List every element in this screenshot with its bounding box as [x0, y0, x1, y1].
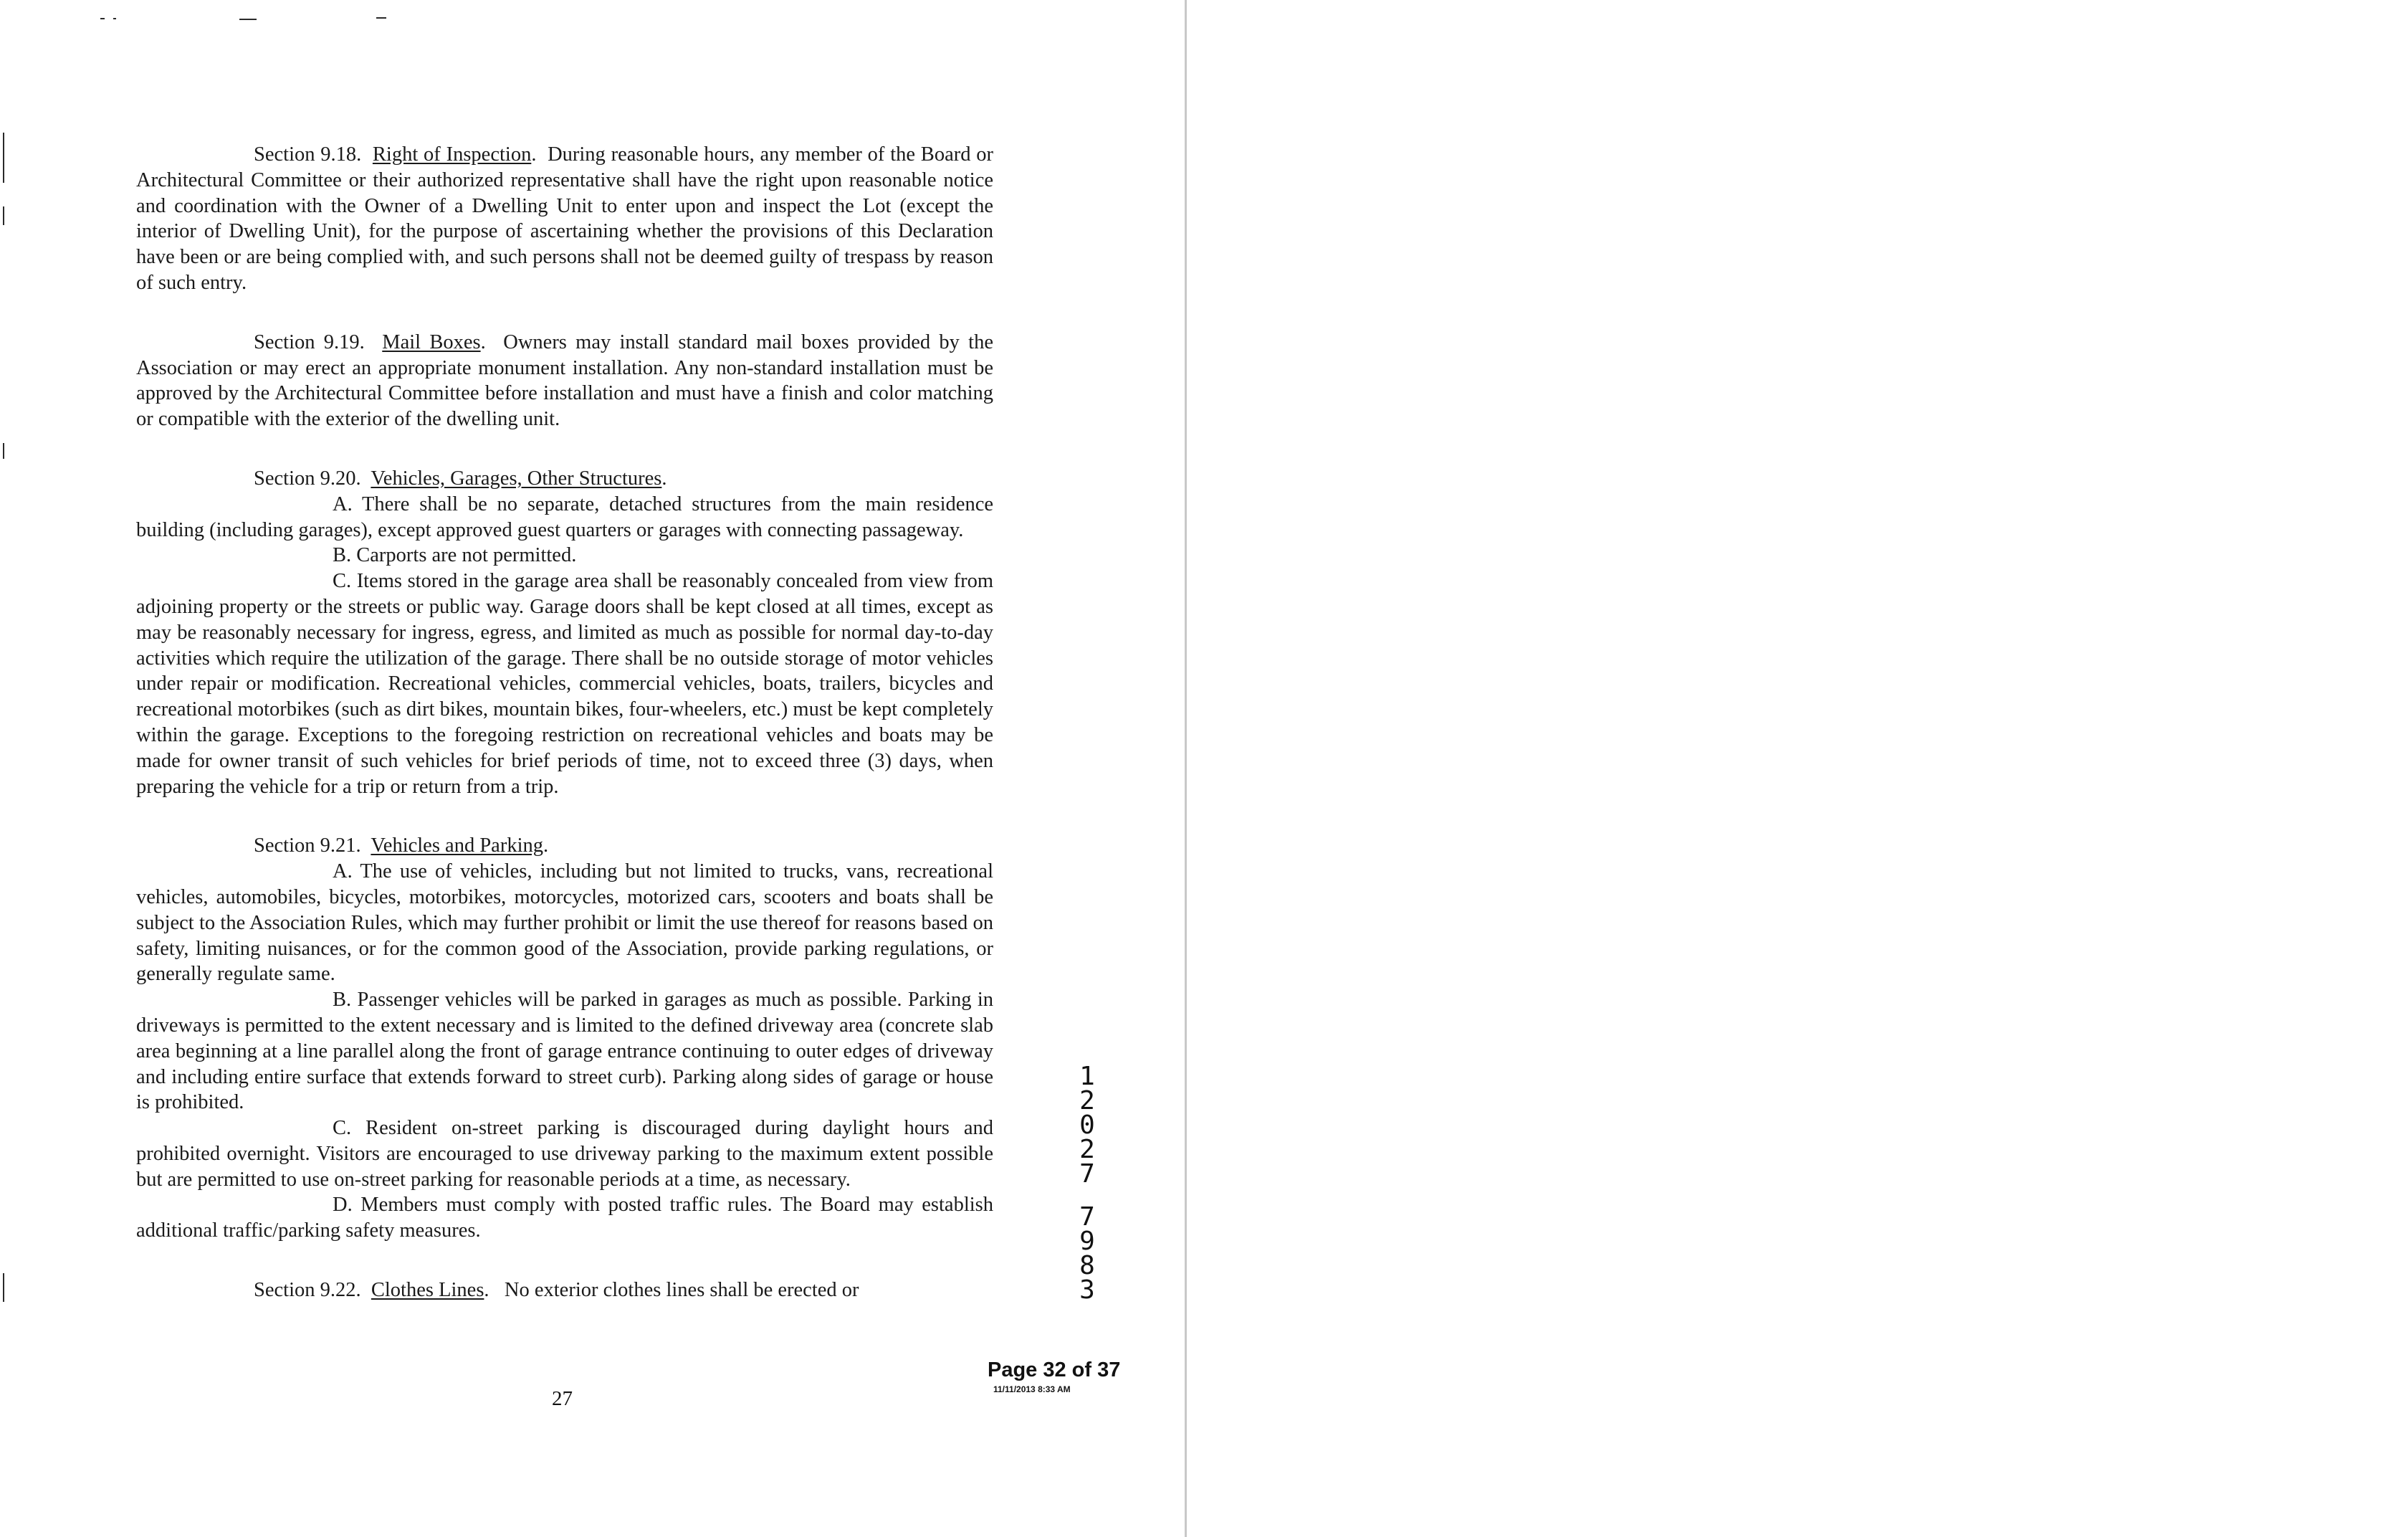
- page-number: 27: [552, 1387, 573, 1410]
- section-item: A. There shall be no separate, detached structures from the main residence building (including garages), except approved guest quarters or garages with connecting passageway.: [136, 492, 993, 541]
- section-9-20: Section 9.20. Vehicles, Garages, Other Structures.: [254, 467, 667, 490]
- section-9-21: Section 9.21. Vehicles and Parking.: [254, 834, 549, 857]
- section-item: B. Carports are not permitted.: [333, 544, 577, 567]
- scan-mark: [113, 18, 116, 19]
- page-stamp: 11/11/2013 8:33 AM: [993, 1384, 1071, 1394]
- section-text: No exterior clothes lines shall be erected or: [504, 1279, 859, 1302]
- recording-digit: 0: [1079, 1110, 1095, 1140]
- section-text: Owners may install standard mail boxes provided by the Association or may erect an appropriate monument installation. Any non-standard installation must be approved by the Architectural Committee before installation and must have a finish and color matching or compatible with the exterior of the dwelling unit.: [136, 330, 994, 431]
- margin-mark: [3, 206, 4, 225]
- section-number: Section 9.21.: [254, 834, 361, 857]
- section-number: Section 9.22.: [254, 1279, 361, 1302]
- recording-digit: 7: [1079, 1202, 1095, 1232]
- section-title: Clothes Lines: [371, 1279, 484, 1302]
- section-title: Vehicles and Parking: [371, 834, 543, 857]
- recording-digit: 1: [1079, 1062, 1095, 1091]
- document-page: [0, 0, 1185, 1537]
- section-number: Section 9.18.: [254, 143, 362, 166]
- section-title: Right of Inspection: [372, 143, 532, 166]
- margin-mark: [3, 133, 4, 183]
- section-item: D. Members must comply with posted traffic rules. The Board may establish additional traffic/parking safety measures.: [136, 1194, 993, 1242]
- recording-digit: 2: [1079, 1135, 1095, 1164]
- document-body: [136, 142, 993, 1303]
- recording-digit: 3: [1079, 1275, 1095, 1305]
- section-title: Mail Boxes: [382, 330, 481, 353]
- recording-number: [1073, 1062, 1102, 1305]
- section-9-18: Section 9.18. Right of Inspection. During reasonable hours, any member of the Board or Architectural Committee or their authorized representative shall have the right upon reasonable notice and coordination with the Owner of a Dwelling Unit to enter upon and inspect the Lot (except the interior of Dwelling Unit), for the purpose of ascertaining whether the provisions of this Declaration have been or are being complied with, and such persons shall not be deemed guilty of trespass by reason of such entry.: [136, 143, 994, 294]
- page-count: Page 32 of 37: [988, 1358, 1121, 1381]
- section-9-19: Section 9.19. Mail Boxes. Owners may install standard mail boxes provided by the Association or may erect an appropriate monument installation. Any non-standard installation must be approved by the Architectural Committee before installation and must have a finish and color matching or compatible with the exterior of the dwelling unit.: [136, 330, 994, 431]
- scan-mark: [100, 18, 105, 19]
- margin-mark: [3, 1273, 4, 1302]
- section-title: Vehicles, Garages, Other Structures: [371, 467, 662, 490]
- section-9-22: Section 9.22. Clothes Lines. No exterior clothes lines shall be erected or: [254, 1279, 859, 1302]
- section-item: B. Passenger vehicles will be parked in garages as much as possible. Parking in driveways is permitted to the extent necessary and is limited to the defined driveway area (concrete slab area beginning at a line parallel along the front of garage entrance continuing to outer edges of driveway and including entire surface that extends forward to street curb). Parking along sides of garage or house is prohibited.: [136, 989, 993, 1114]
- margin-mark: [3, 443, 4, 459]
- section-number: Section 9.20.: [254, 467, 361, 490]
- section-number: Section 9.19.: [254, 330, 365, 353]
- section-item: A. The use of vehicles, including but not limited to trucks, vans, recreational vehicles, automobiles, bicycles, motorbikes, motorcycles, motorized cars, scooters and boats shall be subject to the Association Rules, which may further prohibit or limit the use thereof for reasons based on safety, limiting nuisances, or for the common good of the Association, provide parking regulations, or generally regulate same.: [136, 860, 993, 986]
- blank-area: [1187, 0, 2408, 1537]
- recording-digit: 2: [1079, 1086, 1095, 1115]
- section-item: C. Resident on-street parking is discouraged during daylight hours and prohibited overnight. Visitors are encouraged to use driveway parking to the maximum extent possible but are permitted to use on-street parking for reasonable periods at a time, as necessary.: [136, 1117, 993, 1191]
- scan-mark: [376, 17, 386, 19]
- recording-digit: 7: [1079, 1159, 1095, 1189]
- scan-mark: [239, 19, 257, 20]
- recording-digit: 8: [1079, 1251, 1095, 1280]
- recording-digit: 9: [1079, 1227, 1095, 1256]
- section-text: During reasonable hours, any member of the Board or Architectural Committee or their authorized representative shall have the right upon reasonable notice and coordination with the Owner of a Dwelling Unit to enter upon and inspect the Lot (except the interior of Dwelling Unit), for the purpose of ascertaining whether the provisions of this Declaration have been or are being complied with, and such persons shall not be deemed guilty of trespass by reason of such entry.: [136, 143, 994, 294]
- section-item: C. Items stored in the garage area shall be reasonably concealed from view from adjoining property or the streets or public way. Garage doors shall be kept closed at all times, except as may be reasonably necessary for ingress, egress, and limited as much as possible for normal day-to-day activities which require the utilization of the garage. There shall be no outside storage of motor vehicles under repair or modification. Recreational vehicles, commercial vehicles, boats, trailers, bicycles and recreational motorbikes (such as dirt bikes, mountain bikes, four-wheelers, etc.) must be kept completely within the garage. Exceptions to the foregoing restriction on recreational vehicles and boats may be made for owner transit of such vehicles for brief periods of time, not to exceed three (3) days, when preparing the vehicle for a trip or return from a trip.: [136, 570, 993, 798]
